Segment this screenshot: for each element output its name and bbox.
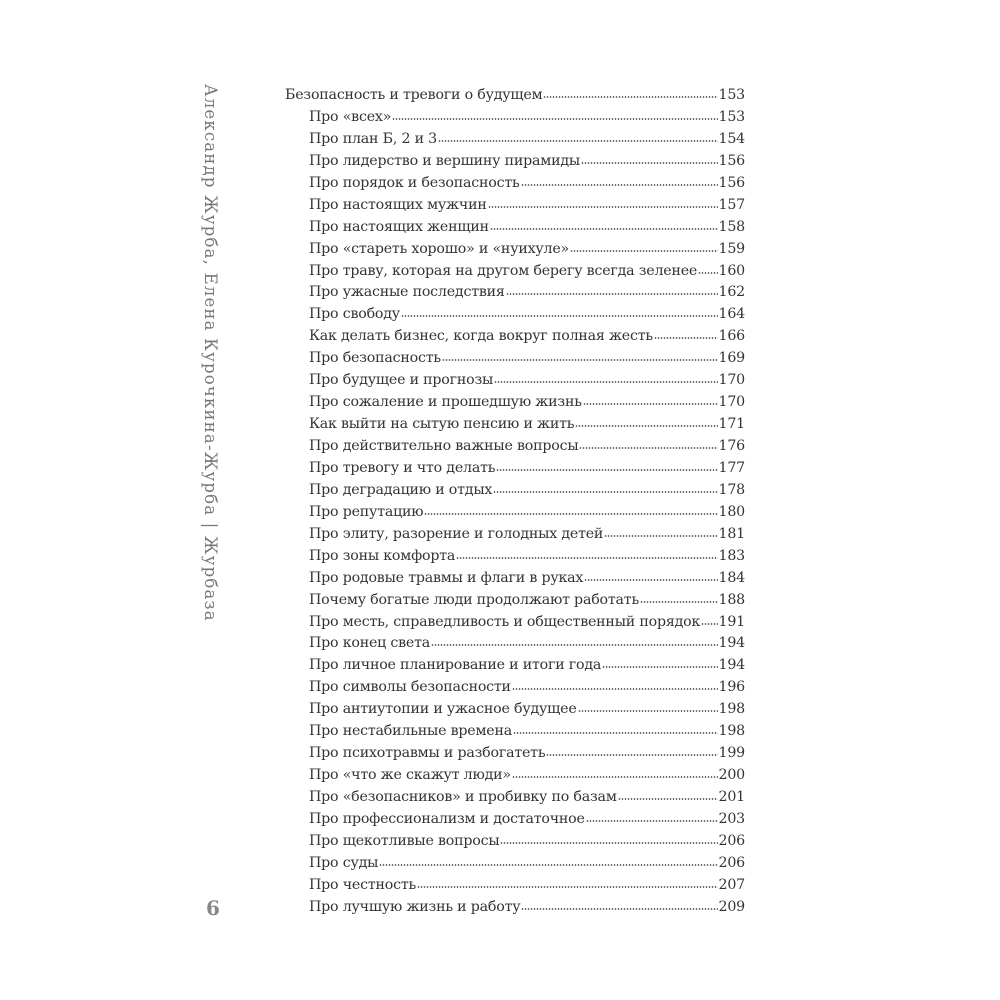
- dot-leader: [456, 557, 717, 559]
- toc-entry: [285, 241, 745, 263]
- toc-entry-title: Как делать бизнес, когда вокруг полная жесть: [309, 328, 653, 345]
- toc-entry: [285, 701, 745, 723]
- dot-leader: [546, 754, 717, 756]
- toc-entry-page: 164: [718, 306, 745, 323]
- toc-entry-title: Про деградацию и отдых: [309, 481, 493, 498]
- toc-section-heading: [285, 87, 745, 109]
- dot-leader: [543, 96, 717, 98]
- toc-entry: [285, 855, 745, 877]
- dot-leader: [401, 315, 718, 317]
- toc-entry: [285, 657, 745, 679]
- toc-entry-title: Про «что же скажут люди»: [309, 767, 511, 784]
- toc-entry-page: 206: [718, 832, 745, 849]
- toc-entry-page: 157: [718, 196, 745, 213]
- toc-entry-title: Про конец света: [309, 635, 431, 652]
- toc-entry-title: Почему богатые люди продолжают работать: [309, 591, 639, 608]
- toc-entry: [285, 592, 745, 614]
- dot-leader: [570, 250, 717, 252]
- toc-entry-title: Про траву, которая на другом берегу всегда зеленее: [309, 262, 698, 279]
- toc-entry-title: Про «безопасников» и пробивку по базам: [309, 789, 617, 805]
- dot-leader: [698, 272, 717, 274]
- dot-leader: [584, 579, 717, 581]
- dot-leader: [496, 469, 717, 471]
- toc-entry-page: 177: [718, 459, 745, 476]
- dot-leader: [424, 513, 717, 515]
- toc-entry-page: 160: [718, 262, 745, 279]
- page-number: 6: [206, 896, 220, 920]
- toc-entry-page: 156: [718, 174, 745, 191]
- table-of-contents: [285, 87, 745, 921]
- toc-entry-title: Про психотравмы и разбогатеть: [309, 745, 546, 762]
- toc-entry-title: Про профессионализм и достаточное: [309, 810, 585, 827]
- toc-entry-page: 188: [718, 591, 745, 608]
- toc-entry: [285, 811, 745, 833]
- toc-entry: [285, 526, 745, 548]
- dot-leader: [604, 535, 717, 537]
- toc-entry: [285, 306, 745, 328]
- toc-entry-title: Про личное планирование и итоги года: [309, 657, 602, 674]
- toc-entry-page: 171: [718, 416, 745, 433]
- dot-leader: [654, 337, 718, 339]
- toc-entry: [285, 284, 745, 306]
- dot-leader: [431, 644, 717, 646]
- toc-entry: [285, 460, 745, 482]
- toc-entry-page: 194: [718, 657, 745, 674]
- dot-leader: [640, 601, 718, 603]
- toc-entry: [285, 197, 745, 219]
- toc-entry-page: 196: [718, 679, 745, 696]
- toc-entry-page: 209: [718, 898, 745, 915]
- toc-entry: [285, 394, 745, 416]
- toc-entry-page: 178: [718, 481, 745, 498]
- toc-entry-page: 181: [718, 525, 745, 542]
- toc-entry: [285, 635, 745, 657]
- toc-entry: [285, 899, 745, 921]
- toc-entry: [285, 263, 745, 285]
- toc-entry-title: Про ужасные последствия: [309, 284, 505, 301]
- toc-entry-page: 154: [718, 130, 745, 147]
- toc-entry-page: 183: [718, 547, 745, 564]
- toc-entry-title: Про сожаление и прошедшую жизнь: [309, 394, 582, 411]
- toc-entry-title: Про зоны комфорта: [309, 547, 456, 564]
- toc-entry-title: Про суды: [309, 854, 379, 871]
- dot-leader: [493, 491, 717, 493]
- dot-leader: [442, 359, 718, 361]
- toc-entry-page: 180: [718, 503, 745, 520]
- toc-entry: [285, 328, 745, 350]
- toc-entry-page: 166: [718, 328, 745, 345]
- toc-entry-title: Про тревогу и что делать: [309, 459, 496, 476]
- toc-entry-page: 170: [718, 394, 745, 411]
- toc-entry: [285, 745, 745, 767]
- toc-entry: [285, 723, 745, 745]
- dot-leader: [513, 732, 718, 734]
- dot-leader: [506, 293, 718, 295]
- toc-entry: [285, 767, 745, 789]
- toc-entry: [285, 504, 745, 526]
- toc-entry-page: 162: [718, 284, 745, 301]
- dot-leader: [521, 184, 718, 186]
- toc-entry-page: 194: [718, 635, 745, 652]
- toc-entry: [285, 175, 745, 197]
- toc-entry-title: Про родовые травмы и флаги в руках: [309, 569, 584, 586]
- toc-entry-page: 198: [718, 723, 745, 740]
- toc-entry-page: 158: [718, 218, 745, 235]
- toc-entry: [285, 416, 745, 438]
- toc-entry-page: 207: [718, 876, 745, 893]
- toc-entry: [285, 438, 745, 460]
- toc-entry-title: Про «стареть хорошо» и «нуихуле»: [309, 240, 570, 257]
- toc-entry-page: 191: [718, 613, 745, 630]
- toc-entry: [285, 570, 745, 592]
- toc-entry: [285, 372, 745, 394]
- toc-entry: [285, 131, 745, 153]
- toc-entry-title: Про лидерство и вершину пирамиды: [309, 152, 580, 169]
- dot-leader: [602, 666, 717, 668]
- toc-entry: [285, 482, 745, 504]
- toc-entry-title: Про порядок и безопасность: [309, 174, 520, 191]
- toc-entry-page: 199: [718, 745, 745, 762]
- toc-entry-page: 184: [718, 569, 745, 586]
- toc-entry-title: Про честность: [309, 876, 416, 893]
- dot-leader: [494, 381, 717, 383]
- dot-leader: [490, 228, 718, 230]
- dot-leader: [581, 162, 718, 164]
- toc-entry-title: Про месть, справедливость и общественный порядок: [309, 613, 701, 630]
- dot-leader: [583, 403, 718, 405]
- toc-entry-page: 206: [718, 854, 745, 871]
- toc-entry-title: Про настоящих женщин: [309, 218, 489, 235]
- toc-entry-page: 200: [718, 767, 745, 784]
- toc-entry-title: Про щекотливые вопросы: [309, 832, 500, 849]
- dot-leader: [575, 425, 717, 427]
- toc-entry-page: 201: [718, 789, 745, 805]
- toc-entry: [285, 153, 745, 175]
- running-head: Александр Журба, Елена Курочкина-Журба | Журбаза: [201, 84, 220, 622]
- toc-entry: [285, 219, 745, 241]
- toc-entry-title: Про действительно важные вопросы: [309, 438, 579, 454]
- dot-leader: [512, 776, 718, 778]
- toc-entry-title: Про «всех»: [309, 108, 392, 125]
- toc-entry-page: 176: [718, 438, 745, 454]
- toc-entry-page: 198: [718, 701, 745, 718]
- toc-entry-title: Как выйти на сытую пенсию и жить: [309, 416, 575, 433]
- toc-entry: [285, 614, 745, 636]
- toc-entry-title: Про нестабильные времена: [309, 723, 513, 740]
- toc-entry: [285, 109, 745, 131]
- toc-entry-title: Про символы безопасности: [309, 679, 511, 696]
- toc-entry-title: Про репутацию: [309, 503, 424, 520]
- dot-leader: [488, 206, 718, 208]
- toc-entry-page: 153: [718, 108, 745, 125]
- toc-entry: [285, 679, 745, 701]
- toc-entry-title: Про свободу: [309, 306, 400, 323]
- toc-entry-title: Безопасность и тревоги о будущем: [285, 87, 543, 103]
- toc-entry-title: Про безопасность: [309, 350, 441, 367]
- toc-entry-title: Про элиту, разорение и голодных детей: [309, 525, 604, 542]
- toc-entry-page: 153: [718, 87, 745, 103]
- toc-entry: [285, 833, 745, 855]
- toc-entry: [285, 548, 745, 570]
- dot-leader: [512, 688, 718, 690]
- dot-leader: [379, 864, 717, 866]
- toc-entry-title: Про план Б, 2 и 3: [309, 130, 437, 147]
- toc-entry: [285, 877, 745, 899]
- dot-leader: [521, 908, 717, 910]
- toc-entry-page: 169: [718, 350, 745, 367]
- dot-leader: [392, 118, 717, 120]
- dot-leader: [500, 842, 717, 844]
- toc-entry-title: Про антиутопии и ужасное будущее: [309, 701, 577, 718]
- dot-leader: [586, 820, 718, 822]
- dot-leader: [578, 710, 718, 712]
- toc-entry-page: 170: [718, 372, 745, 389]
- toc-entry-page: 156: [718, 152, 745, 169]
- toc-entry: [285, 789, 745, 811]
- toc-entry-title: Про будущее и прогнозы: [309, 372, 494, 389]
- toc-entry-page: 203: [718, 810, 745, 827]
- toc-entry-page: 159: [718, 240, 745, 257]
- dot-leader: [438, 140, 718, 142]
- toc-entry-title: Про лучшую жизнь и работу: [309, 898, 521, 915]
- dot-leader: [701, 623, 717, 625]
- dot-leader: [618, 798, 718, 800]
- toc-entry: [285, 350, 745, 372]
- dot-leader: [417, 886, 718, 888]
- toc-entry-title: Про настоящих мужчин: [309, 196, 487, 213]
- dot-leader: [579, 447, 717, 449]
